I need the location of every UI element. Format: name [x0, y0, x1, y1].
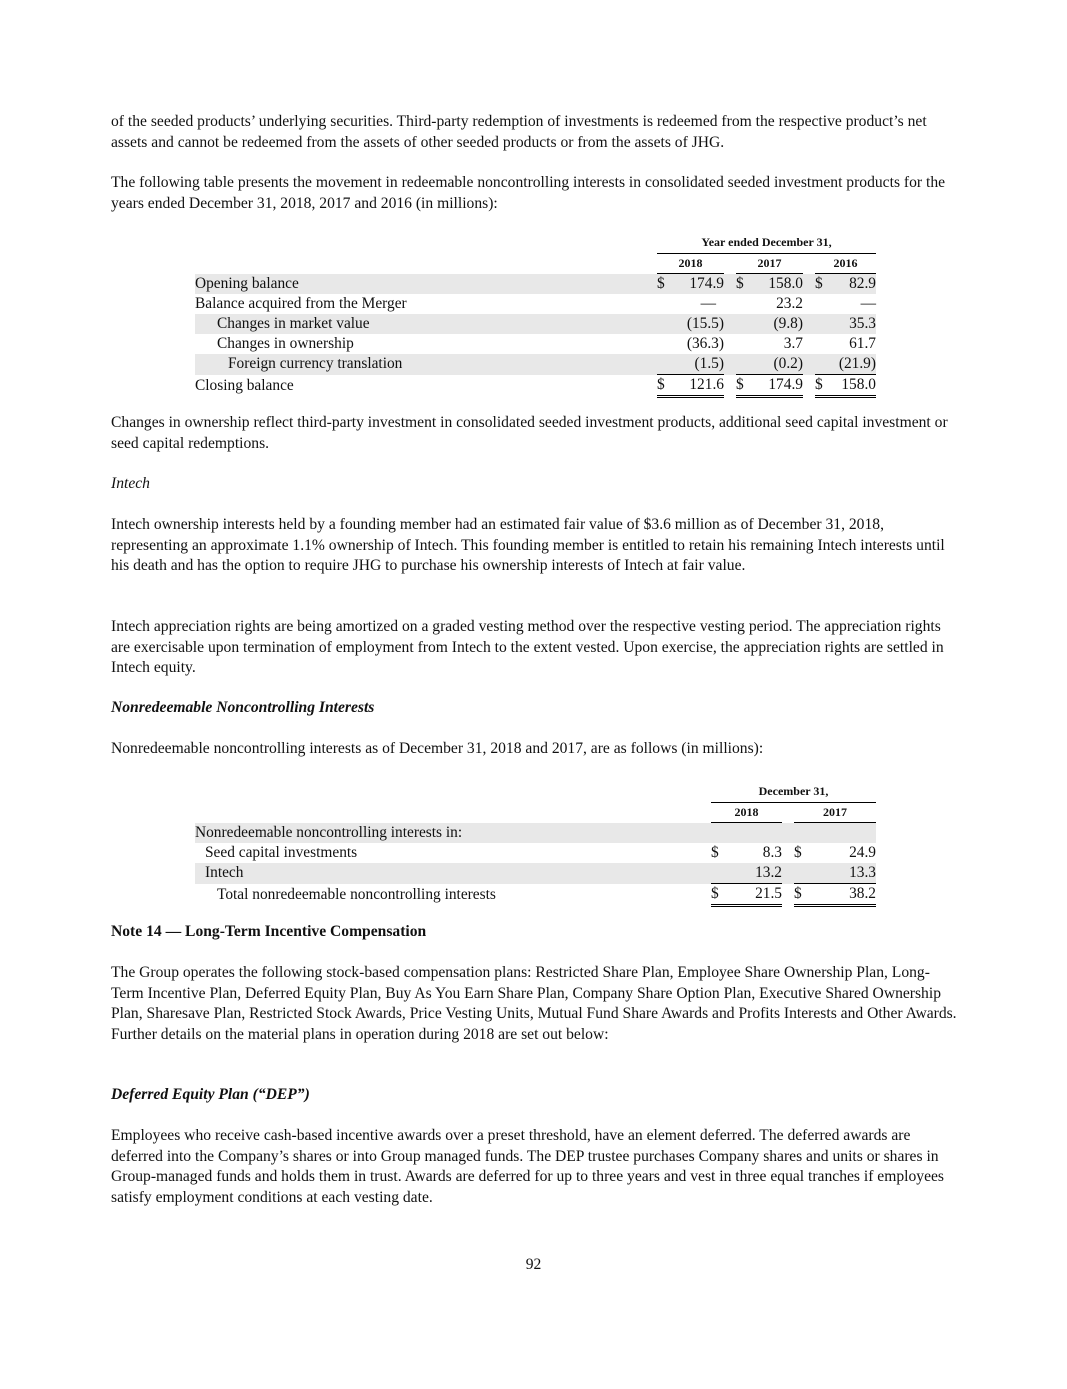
currency-symbol: $: [736, 375, 748, 397]
row-label: Opening balance: [195, 274, 299, 292]
cell-value: (21.9): [827, 354, 876, 375]
cell-value: (36.3): [686, 335, 724, 352]
row-label: Changes in market value: [217, 315, 370, 332]
row-label: Seed capital investments: [205, 844, 358, 861]
row-label: Closing balance: [195, 376, 294, 394]
heading-note-14: Note 14 — Long-Term Incentive Compensation: [111, 923, 427, 940]
row-label: Changes in ownership: [217, 335, 354, 352]
table-row: [195, 843, 876, 863]
currency-symbol: $: [794, 884, 806, 906]
cell-value: —: [700, 295, 716, 312]
cell-value: 174.9: [689, 275, 724, 292]
cell-value: 158.0: [768, 275, 803, 292]
currency-symbol: $: [815, 275, 823, 292]
cell-value: 174.9: [748, 375, 803, 397]
table-row: [195, 863, 876, 884]
currency-symbol: $: [794, 844, 802, 861]
currency-symbol: $: [815, 375, 827, 397]
table-row: [195, 314, 876, 334]
heading-intech: Intech: [111, 475, 150, 492]
cell-value: 23.2: [776, 295, 803, 312]
row-label: Total nonredeemable noncontrolling interests: [217, 885, 496, 903]
paragraph-deferred-equity-plan: Employees who receive cash-based incentive awards over a preset threshold, have an element deferred. The deferred awards are deferred into the Company’s shares or into Group managed funds. The DEP trustee purchases Company shares and units or shares in Group-managed funds and holds them in trust. Awards are deferred for up to three years and vest in three equal tranches if employees satisfy employment conditions at each vesting date.: [111, 1127, 944, 1206]
paragraph-seeded-products: of the seeded products’ underlying securities. Third-party redemption of investments is redeemed from the respective product’s net assets and cannot be redeemed from the assets of other seeded products or from the assets of JHG.: [111, 113, 927, 151]
redeemable-nci-table: [195, 233, 876, 398]
cell-value: 158.0: [827, 375, 876, 397]
cell-value: 13.3: [806, 863, 876, 884]
currency-symbol: $: [736, 275, 744, 292]
row-label: Intech: [205, 864, 244, 882]
table-row: [195, 354, 876, 375]
section-label: Nonredeemable noncontrolling interests in:: [195, 823, 463, 841]
table1-group-header: Year ended December 31,: [657, 233, 876, 253]
table-row: [195, 334, 876, 354]
cell-value: 61.7: [849, 335, 876, 352]
table1-year-2018: 2018: [657, 253, 724, 274]
table-row: [195, 274, 876, 295]
cell-value: (9.8): [773, 315, 803, 332]
cell-value: (15.5): [686, 315, 724, 332]
table-row: [195, 823, 876, 844]
table-row: [195, 884, 876, 906]
row-label: Foreign currency translation: [228, 355, 403, 373]
paragraph-compensation-plans: The Group operates the following stock-based compensation plans: Restricted Share Plan, Employee Share Ownership Plan, Long-Term Incentive Plan, Deferred Equity Plan, Buy As You Earn Share Plan, Company Share Option Plan, Executive Shared Ownership Plan, Sharesave Plan, Restricted Stock Awards, Price Vesting Units, Mutual Fund Share Awards and Profits Interests and Other Awards. Further details on the material plans in operation during 2018 are set out below:: [111, 964, 957, 1043]
cell-value: 3.7: [783, 335, 803, 352]
table2-group-header: December 31,: [711, 782, 876, 802]
cell-value: 82.9: [849, 275, 876, 292]
row-label: Balance acquired from the Merger: [195, 295, 407, 312]
cell-value: 121.6: [669, 375, 724, 397]
table-row: [195, 375, 876, 397]
cell-value: 38.2: [806, 884, 876, 906]
currency-symbol: $: [657, 275, 665, 292]
cell-value: 13.2: [723, 863, 782, 884]
cell-value: 35.3: [849, 315, 876, 332]
currency-symbol: $: [711, 884, 723, 906]
page-number: 92: [525, 1256, 542, 1273]
currency-symbol: $: [657, 375, 669, 397]
table2-year-2017: 2017: [794, 802, 876, 823]
cell-value: (1.5): [669, 354, 724, 375]
table1-year-2016: 2016: [815, 253, 876, 274]
heading-nonredeemable-nci: Nonredeemable Noncontrolling Interests: [111, 699, 375, 716]
paragraph-nonredeemable-intro: Nonredeemable noncontrolling interests as of December 31, 2018 and 2017, are as follows (in millions):: [111, 740, 764, 757]
paragraph-intech-appreciation: Intech appreciation rights are being amortized on a graded vesting method over the respective vesting period. The appreciation rights are exercisable upon termination of employment from Intech to the extent vested. Upon exercise, the appreciation rights are settled in Intech equity.: [111, 618, 944, 676]
paragraph-intech-ownership: Intech ownership interests held by a founding member had an estimated fair value of $3.6 million as of December 31, 2018, representing an approximate 1.1% ownership of Intech. This founding member is entitled to retain his remaining Intech interests until his death and has the option to require JHG to purchase his ownership interests of Intech at fair value.: [111, 516, 945, 574]
table-row: [195, 294, 876, 314]
paragraph-table-intro: The following table presents the movement in redeemable noncontrolling interests in consolidated seeded investment products for the years ended December 31, 2018, 2017 and 2016 (in millions):: [111, 174, 946, 212]
cell-value: (0.2): [748, 354, 803, 375]
table2-year-2018: 2018: [711, 802, 782, 823]
table1-year-2017: 2017: [736, 253, 803, 274]
cell-value: 21.5: [723, 884, 782, 906]
cell-value: 8.3: [762, 844, 782, 861]
heading-deferred-equity-plan: Deferred Equity Plan (“DEP”): [111, 1086, 310, 1103]
nonredeemable-nci-table: [195, 782, 876, 907]
cell-value: —: [860, 295, 876, 312]
paragraph-changes-in-ownership: Changes in ownership reflect third-party investment in consolidated seeded investment products, additional seed capital investment or seed capital redemptions.: [111, 414, 948, 452]
cell-value: 24.9: [849, 844, 876, 861]
currency-symbol: $: [711, 844, 719, 861]
